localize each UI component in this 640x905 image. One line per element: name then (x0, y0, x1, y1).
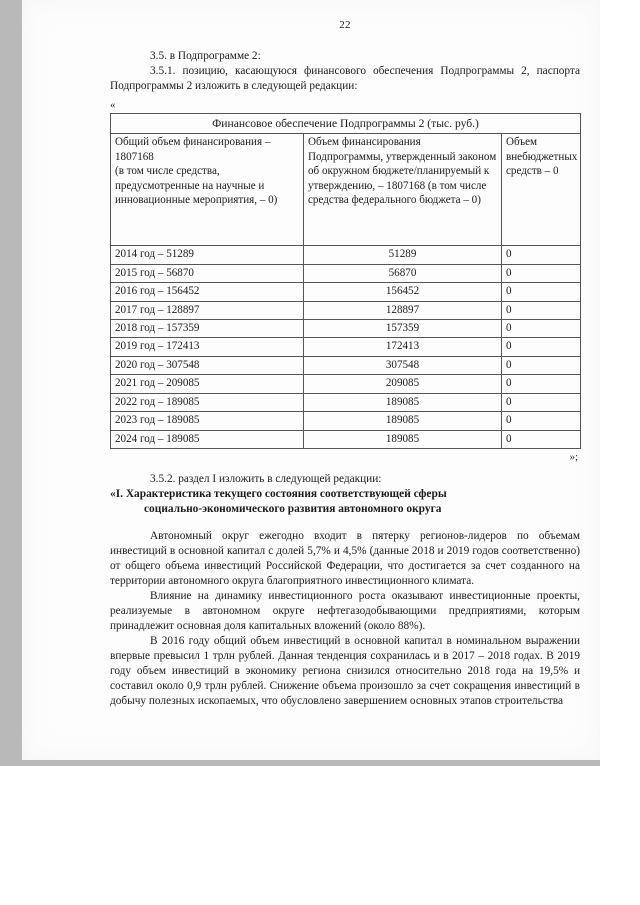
table-row (111, 246, 581, 264)
clause-3-5: 3.5. в Подпрограмме 2: (150, 49, 261, 62)
financing-table-year-rows (111, 246, 581, 449)
cell-year-approved: 51289 (304, 246, 502, 264)
financing-table (110, 113, 581, 449)
cell-year-approved: 172413 (304, 338, 502, 356)
table-row (111, 264, 581, 282)
header-cell-approved-funding: Объем финансирования Подпрограммы, утвержденный законом об окружном бюджете/планируемый к утверждению, – 1807168 (в том числе средства федерального бюджета – 0) (304, 134, 502, 246)
quote-open-mark: « (110, 98, 116, 111)
cell-year-approved: 157359 (304, 320, 502, 338)
table-row (111, 338, 581, 356)
cell-year-total: 2019 год – 172413 (111, 338, 304, 356)
table-row (111, 393, 581, 411)
cell-year-total: 2021 год – 209085 (111, 375, 304, 393)
cell-year-extrabudget: 0 (502, 283, 581, 301)
quote-close-mark: »; (569, 451, 578, 463)
body-paragraph: Влияние на динамику инвестиционного роста оказывают инвестиционные проекты, реализуемые в автономном округе нефтегазодобывающими предприятиями, которым принадлежит основная доля капитальных вложений (около 88%). (110, 589, 580, 632)
table-row (111, 375, 581, 393)
header-cell-extrabudget-funds: Объем внебюджетных средств – 0 (502, 134, 581, 246)
cell-year-approved: 209085 (304, 375, 502, 393)
cell-year-total: 2017 год – 128897 (111, 301, 304, 319)
clause-3-5-1: 3.5.1. позицию, касающуюся финансового обеспечения Подпрограммы 2, паспорта Подпрограммы 2 изложить в следующей редакции: (110, 64, 580, 92)
cell-year-approved: 189085 (304, 430, 502, 448)
clause-3-5-2: 3.5.2. раздел I изложить в следующей редакции: (150, 472, 382, 485)
cell-year-approved: 307548 (304, 356, 502, 374)
cell-year-total: 2024 год – 189085 (111, 430, 304, 448)
cell-year-total: 2018 год – 157359 (111, 320, 304, 338)
cell-year-total: 2023 год – 189085 (111, 412, 304, 430)
header-cell-total-funding: Общий объем финансирования – 1807168 (в том числе средства, предусмотренные на научные и инновационные мероприятия, – 0) (111, 134, 304, 246)
cell-year-total: 2020 год – 307548 (111, 356, 304, 374)
cell-year-approved: 189085 (304, 412, 502, 430)
table-row (111, 283, 581, 301)
section-heading-line-1: «I. Характеристика текущего состояния соответствующей сферы (110, 487, 447, 500)
cell-year-extrabudget: 0 (502, 412, 581, 430)
table-title-row (111, 114, 581, 134)
table-row (111, 430, 581, 448)
page-content (110, 18, 580, 709)
table-row (111, 356, 581, 374)
cell-year-extrabudget: 0 (502, 246, 581, 264)
table-row (111, 412, 581, 430)
table-row (111, 301, 581, 319)
table-row (111, 320, 581, 338)
table-title: Финансовое обеспечение Подпрограммы 2 (тыс. руб.) (111, 114, 581, 134)
cell-year-total: 2022 год – 189085 (111, 393, 304, 411)
spacer (110, 465, 580, 472)
body-paragraph: В 2016 году общий объем инвестиций в основной капитал в номинальном выражении впервые превысил 1 трлн рублей. Данная тенденция сохранилась и в 2017 – 2018 годах. В 2019 году объем инвестиций в экономику региона снизился относительно 2018 года на 19,5% и составил около 0,9 трлн рублей. Снижение объема произошло за счет сокращения инвестиций в добычу полезных ископаемых, что обусловлено завершением основных этапов строительства (110, 634, 580, 707)
table-header-row (111, 134, 581, 246)
cell-year-total: 2014 год – 51289 (111, 246, 304, 264)
cell-year-approved: 56870 (304, 264, 502, 282)
cell-year-extrabudget: 0 (502, 264, 581, 282)
spacer (110, 518, 580, 529)
cell-year-extrabudget: 0 (502, 338, 581, 356)
cell-year-extrabudget: 0 (502, 393, 581, 411)
cell-year-extrabudget: 0 (502, 301, 581, 319)
cell-year-extrabudget: 0 (502, 320, 581, 338)
cell-year-approved: 128897 (304, 301, 502, 319)
cell-year-approved: 156452 (304, 283, 502, 301)
cell-year-extrabudget: 0 (502, 430, 581, 448)
cell-year-total: 2015 год – 56870 (111, 264, 304, 282)
section-body (110, 529, 580, 709)
cell-year-extrabudget: 0 (502, 356, 581, 374)
body-paragraph: Автономный округ ежегодно входит в пятерку регионов-лидеров по объемам инвестиций в основной капитал с долей 5,7% и 4,5% (данные 2018 и 2019 годов соответственно) от общего объема инвестиций Российской Федерации, что достигается за счет созданного на территории автономного округа благоприятного инвестиционного климата. (110, 529, 580, 587)
cell-year-total: 2016 год – 156452 (111, 283, 304, 301)
section-heading-line-2: социально-экономического развития автономного округа (144, 503, 442, 516)
cell-year-extrabudget: 0 (502, 375, 581, 393)
cell-year-approved: 189085 (304, 393, 502, 411)
page-sheet (22, 0, 600, 760)
financing-table-body (111, 114, 581, 246)
page-number: 22 (339, 19, 351, 31)
